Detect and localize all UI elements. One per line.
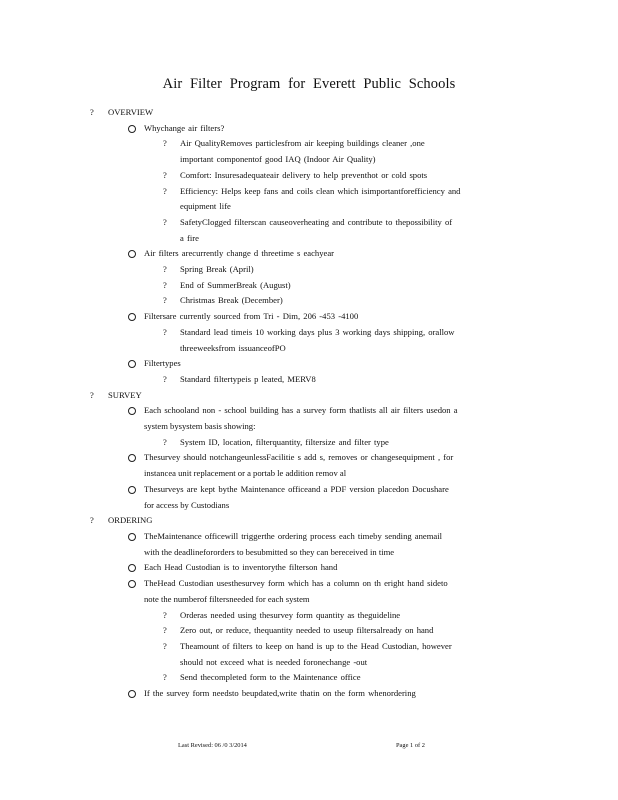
bullet-glyph: ? (163, 436, 167, 447)
sub-item (0, 215, 618, 231)
circle-bullet-icon (128, 313, 136, 321)
sub-item-text: Send thecompleted form to the Maintenance office (180, 672, 361, 683)
circle-bullet-icon (128, 580, 136, 588)
sub-item-text: Air QualityRemoves particlesfrom air keeping buildings cleaner ,one (180, 138, 425, 149)
document-body (0, 105, 618, 702)
list-item (0, 309, 618, 325)
sub-item-text: Christmas Break (December) (180, 295, 283, 306)
bullet-glyph: ? (163, 264, 167, 275)
bullet-glyph: ? (163, 373, 167, 384)
section-heading (0, 105, 618, 121)
section-heading-text: ORDERING (108, 515, 153, 526)
last-revised: Last Revised: 06 /0 3/2014 (178, 742, 247, 749)
sub-item (0, 168, 618, 184)
sub-item-text: System ID, location, filterquantity, filtersize and filter type (180, 436, 389, 447)
list-item-text: Each schooland non - school building has a survey form thatlists all air filters usedon a (144, 405, 458, 416)
list-item (0, 403, 618, 419)
list-item-text: Thesurveys are kept bythe Maintenance officeand a PDF version placedon Docushare (144, 483, 449, 494)
list-item-text: Filtertypes (144, 358, 181, 369)
sub-item-text: should not exceed what is needed foronechange -out (180, 656, 368, 667)
list-item (0, 356, 618, 372)
sub-item-text: Zero out, or reduce, thequantity needed to useup filtersalready on hand (180, 625, 434, 636)
sub-item-text: threeweeksfrom issuanceofPO (180, 342, 286, 353)
sub-item-continuation (0, 231, 618, 247)
list-item (0, 529, 618, 545)
page-number: Page 1 of 2 (396, 742, 425, 749)
sub-item (0, 372, 618, 388)
list-item (0, 560, 618, 576)
bullet-glyph: ? (163, 169, 167, 180)
bullet-glyph: ? (163, 672, 167, 683)
sub-item-text: End of SummerBreak (August) (180, 279, 291, 290)
bullet-glyph: ? (163, 625, 167, 636)
sub-item-text: important componentof good IAQ (Indoor Air Quality) (180, 154, 376, 165)
circle-bullet-icon (128, 486, 136, 494)
list-item-text: If the survey form needsto beupdated,write thatin on the form whenordering (144, 688, 416, 699)
bullet-glyph: ? (163, 279, 167, 290)
bullet-glyph: ? (163, 640, 167, 651)
sub-item (0, 262, 618, 278)
list-item-continuation: for access by Custodians (144, 499, 230, 510)
list-item (0, 686, 618, 702)
sub-item (0, 325, 618, 341)
list-item-text: Filtersare currently sourced from Tri - Dim, 206 -453 -4100 (144, 311, 359, 322)
list-item-text: Air filters arecurrently change d threetime s eachyear (144, 248, 334, 259)
sub-item (0, 623, 618, 639)
sub-item (0, 293, 618, 309)
section-heading-text: OVERVIEW (108, 107, 154, 117)
sub-item-text: Comfort: Insuresadequateair delivery to help preventhot or cold spots (180, 169, 428, 180)
sub-item (0, 639, 618, 655)
sub-item-continuation (0, 152, 618, 168)
page-title: Air Filter Program for Everett Public Schools (162, 76, 456, 92)
circle-bullet-icon (128, 564, 136, 572)
sub-item-continuation (0, 341, 618, 357)
sub-item (0, 136, 618, 152)
list-item-text: Thesurvey should notchangeunlessFacilitie s add s, removes or changesequipment , for (144, 452, 454, 463)
bullet-glyph: ? (163, 295, 167, 306)
sub-item-text: Standard filtertypeis p leated, MERV8 (180, 373, 316, 384)
sub-item-text: Orderas needed using thesurvey form quantity as theguideline (180, 609, 401, 620)
sub-item (0, 184, 618, 200)
bullet-glyph: ? (163, 326, 167, 337)
list-item-text: Whychange air filters? (144, 122, 225, 133)
list-item-continuation: system bysystem basis showing: (144, 421, 256, 432)
list-item-text: TheMaintenance officewill triggerthe ordering process each timeby sending anemail (144, 530, 443, 541)
bullet-glyph: ? (163, 216, 167, 227)
sub-item-text: equipment life (180, 201, 231, 212)
bullet-glyph: ? (90, 515, 94, 526)
circle-bullet-icon (128, 454, 136, 462)
circle-bullet-icon (128, 125, 136, 133)
sub-item-continuation (0, 199, 618, 215)
sub-item-text: Standard lead timeis 10 working days plus 3 working days shipping, orallow (180, 326, 455, 337)
bullet-glyph: ? (90, 389, 94, 400)
list-item-text: TheHead Custodian usesthesurvey form which has a column on th eright hand sideto (144, 578, 448, 589)
list-item-continuation: note the numberof filtersneeded for each system (144, 593, 310, 604)
list-item-continuation: instancea unit replacement or a portab le addition remov al (144, 468, 347, 479)
circle-bullet-icon (128, 690, 136, 698)
circle-bullet-icon (128, 360, 136, 368)
sub-item-text: a fire (180, 232, 199, 243)
circle-bullet-icon (128, 407, 136, 415)
sub-item (0, 670, 618, 686)
list-item-continuation: with the deadlinefororders to besubmitted so they can bereceived in time (144, 546, 395, 557)
circle-bullet-icon (128, 250, 136, 258)
sub-item (0, 278, 618, 294)
sub-item-text: SafetyClogged filterscan causeoverheating and contribute to thepossibility of (180, 216, 453, 227)
circle-bullet-icon (128, 533, 136, 541)
section-heading-text: SURVEY (108, 389, 142, 400)
list-item (0, 246, 618, 262)
sub-item-text: Theamount of filters to keep on hand is up to the Head Custodian, however (180, 640, 452, 651)
list-item (0, 576, 618, 592)
list-item-text: Each Head Custodian is to inventorythe filterson hand (144, 562, 338, 573)
bullet-glyph: ? (163, 609, 167, 620)
sub-item (0, 608, 618, 624)
section-heading (0, 388, 618, 404)
sub-item-text: Efficiency: Helps keep fans and coils clean which isimportantforefficiency and (180, 185, 461, 196)
bullet-glyph: ? (90, 107, 94, 117)
bullet-glyph: ? (163, 185, 167, 196)
section-heading (0, 513, 618, 529)
sub-item (0, 435, 618, 451)
sub-item-text: Spring Break (April) (180, 264, 254, 275)
list-item (0, 482, 618, 498)
list-item (0, 450, 618, 466)
sub-item-continuation (0, 655, 618, 671)
list-item (0, 121, 618, 137)
bullet-glyph: ? (163, 138, 167, 149)
